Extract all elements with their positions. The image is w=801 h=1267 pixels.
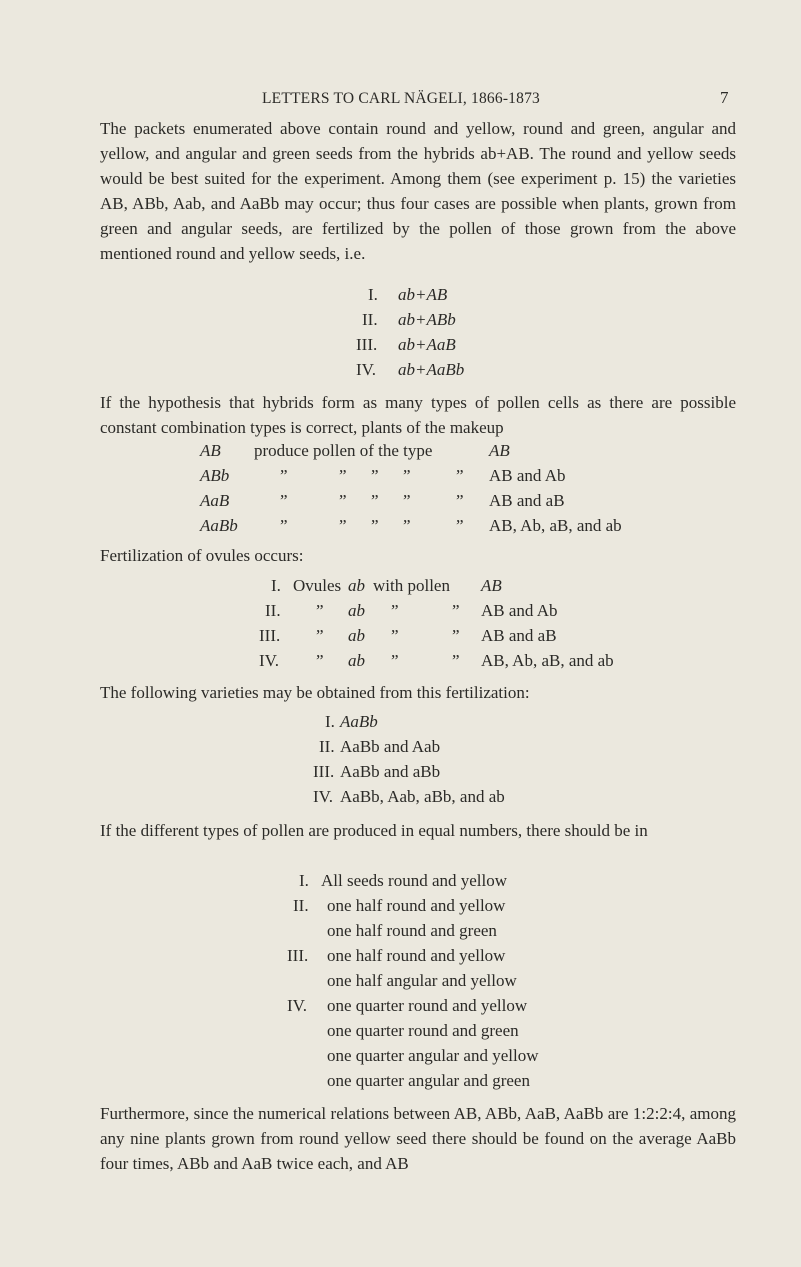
ditto-mark: ” <box>391 651 399 670</box>
ditto-mark: ” <box>456 516 464 535</box>
fert-number: III. <box>259 626 281 645</box>
fert-pollen: AB and aB <box>481 626 557 645</box>
outcome-line: one quarter angular and green <box>327 1071 530 1090</box>
ditto-mark: ” <box>371 516 379 535</box>
case-formula: ab+AaB <box>398 335 456 354</box>
outcome-line: one half round and yellow <box>327 946 506 965</box>
variety-text: AaBb <box>340 712 378 731</box>
running-header: LETTERS TO CARL NÄGELI, 1866-1873 <box>262 90 540 107</box>
fert-number: II. <box>265 601 281 620</box>
page-number: 7 <box>720 88 729 107</box>
variety-text: AaBb and Aab <box>340 737 441 756</box>
fert-ovule: ab <box>348 601 365 620</box>
case-number: I. <box>368 285 378 304</box>
pollen-result: AB, Ab, aB, and ab <box>489 516 622 535</box>
ditto-mark: ” <box>452 601 460 620</box>
pollen-phrase: produce pollen of the type <box>254 441 433 460</box>
ditto-mark: ” <box>280 516 288 535</box>
ditto-mark: ” <box>452 626 460 645</box>
outcome-line: one half round and yellow <box>327 896 506 915</box>
makeup-label: AaBb <box>200 516 238 535</box>
variety-number: II. <box>319 737 335 756</box>
fert-number: IV. <box>259 651 279 670</box>
varieties-heading: The following varieties may be obtained from this fertilization: <box>100 683 530 702</box>
ditto-mark: ” <box>371 491 379 510</box>
ditto-mark: ” <box>339 491 347 510</box>
outcome-line: one half round and green <box>327 921 497 940</box>
outcome-line: All seeds round and yellow <box>321 871 508 890</box>
paragraph-equal-numbers: If the different types of pollen are produced in equal numbers, there should be in <box>100 821 648 840</box>
ditto-mark: ” <box>280 466 288 485</box>
ditto-mark: ” <box>391 601 399 620</box>
outcome-number: II. <box>293 896 309 915</box>
ditto-mark: ” <box>316 601 324 620</box>
outcome-number: IV. <box>287 996 307 1015</box>
pollen-result: AB <box>489 441 510 460</box>
fertilization-heading: Fertilization of ovules occurs: <box>100 546 304 565</box>
variety-text: AaBb, Aab, aBb, and ab <box>340 787 505 806</box>
ditto-mark: ” <box>403 466 411 485</box>
paragraph-numerical-relations: Furthermore, since the numerical relations between AB, ABb, AaB, AaBb are 1:2:2:4, among any nine plants grown from round yellow seed there should be found on the average AaBb four times, ABb and AaB twice each, and AB <box>100 1104 736 1173</box>
pollen-result: AB and aB <box>489 491 565 510</box>
outcome-line: one quarter angular and yellow <box>327 1046 539 1065</box>
paragraph-hypothesis: If the hypothesis that hybrids form as many types of pollen cells as there are possible constant combination types is correct, plants of the makeup <box>100 393 736 437</box>
fert-pollen: AB and Ab <box>481 601 558 620</box>
makeup-label: AB <box>200 441 221 460</box>
fert-ovule: ab <box>348 576 365 595</box>
case-number: III. <box>356 335 378 354</box>
paragraph-packets: The packets enumerated above contain round and yellow, round and green, angular and yellow, and angular and green seeds from the hybrids ab+AB. The round and yellow seeds would be best suited for the experiment. Among them (see experiment p. 15) the varieties AB, ABb, Aab, and AaBb may occur; thus four cases are possible when plants, grown from green and angular seeds, are fertilized by the pollen of those grown from the above mentioned round and yellow seeds, i.e. <box>100 119 736 263</box>
fert-ovule: ab <box>348 651 365 670</box>
variety-number: IV. <box>313 787 333 806</box>
outcome-number: I. <box>299 871 309 890</box>
ditto-mark: ” <box>456 466 464 485</box>
outcome-line: one half angular and yellow <box>327 971 517 990</box>
fert-pollen: AB <box>481 576 502 595</box>
ditto-mark: ” <box>452 651 460 670</box>
ditto-mark: ” <box>280 491 288 510</box>
case-number: II. <box>362 310 378 329</box>
ditto-mark: ” <box>339 466 347 485</box>
makeup-label: AaB <box>200 491 230 510</box>
case-number: IV. <box>356 360 376 379</box>
pollen-result: AB and Ab <box>489 466 566 485</box>
case-formula: ab+AB <box>398 285 448 304</box>
outcome-line: one quarter round and yellow <box>327 996 528 1015</box>
ditto-mark: ” <box>456 491 464 510</box>
ditto-mark: ” <box>371 466 379 485</box>
ditto-mark: ” <box>403 491 411 510</box>
variety-text: AaBb and aBb <box>340 762 441 781</box>
fert-ovule: ab <box>348 626 365 645</box>
outcome-line: one quarter round and green <box>327 1021 519 1040</box>
fert-ovules-word: Ovules <box>293 576 342 595</box>
case-formula: ab+AaBb <box>398 360 465 379</box>
variety-number: III. <box>313 762 335 781</box>
fert-pollen: AB, Ab, aB, and ab <box>481 651 614 670</box>
variety-number: I. <box>325 712 335 731</box>
ditto-mark: ” <box>339 516 347 535</box>
ditto-mark: ” <box>316 626 324 645</box>
fert-number: I. <box>271 576 281 595</box>
ditto-mark: ” <box>391 626 399 645</box>
makeup-label: ABb <box>200 466 230 485</box>
ditto-mark: ” <box>403 516 411 535</box>
outcome-number: III. <box>287 946 309 965</box>
fert-with-pollen: with pollen <box>373 576 450 595</box>
ditto-mark: ” <box>316 651 324 670</box>
case-formula: ab+ABb <box>398 310 456 329</box>
